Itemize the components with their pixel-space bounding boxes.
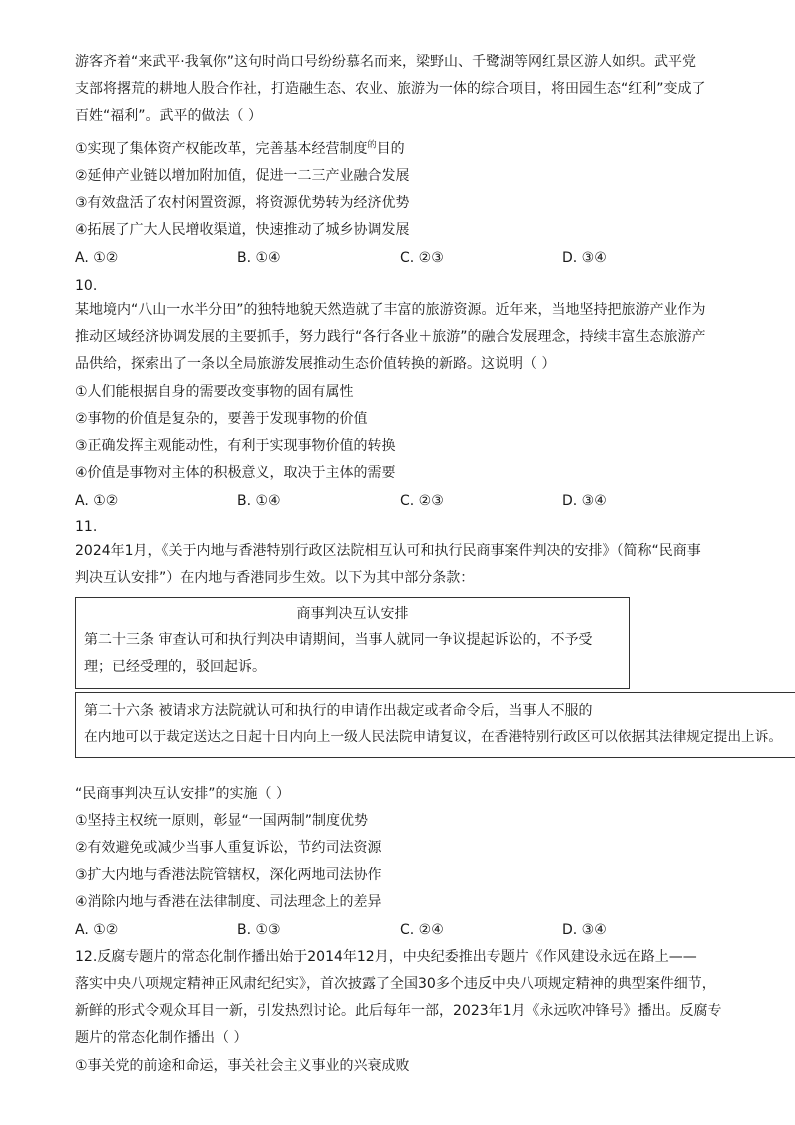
q12-stem-line-1: 12.反腐专题片的常态化制作播出始于2014年12月，中央纪委推出专题片《作风建设永远在路上——	[75, 949, 697, 965]
q9-item-1-text: ①实现了集体资产权能改革，完善基本经营制度	[75, 141, 368, 157]
q11-stem-line-2: 判决互认安排”）在内地与香港同步生效。以下为其中部分条款：	[75, 570, 475, 586]
q11-box-2-line-2: 在内地可以于裁定送达之日起十日内向上一级人民法院申请复议，在香港特别行政区可以依据其法律规定提出上诉。	[84, 729, 783, 745]
q9-stem-line-2: 支部将撂荒的耕地人股合作社，打造融生态、农业、旅游为一体的综合项目，将田园生态“红利”变成了	[75, 81, 706, 97]
q9-option-c: C. ②③	[400, 250, 444, 266]
q11-clause-box-2	[75, 692, 795, 758]
q9-item-1-mark: 的	[367, 140, 377, 151]
q10-stem-line-2: 推动区域经济协调发展的主要抓手，努力践行“各行各业＋旅游”的融合发展理念，持续丰富生态旅游产	[75, 329, 706, 345]
q11-box-2-line-1: 第二十六条 被请求方法院就认可和执行的申请作出裁定或者命令后，当事人不服的	[84, 703, 593, 719]
q12-stem-line-2: 落实中央八项规定精神正风肃纪纪实》，首次披露了全国30多个违反中央八项规定精神的典型案件细节，	[75, 976, 716, 992]
q12-stem-line-4: 题片的常态化制作播出（ ）	[75, 1030, 248, 1046]
q10-option-c: C. ②③	[400, 493, 444, 509]
q12-stem-line-3: 新鲜的形式令观众耳目一新，引发热烈讨论。此后每年一部，2023年1月《永远吹冲锋号》播出。反腐专	[75, 1003, 722, 1019]
q10-option-a: A. ①②	[75, 493, 119, 509]
q10-number: 10.	[75, 278, 98, 294]
q11-box-1-title: 商事判决互认安排	[296, 606, 409, 622]
q10-stem-line-3: 品供给，探索出了一条以全局旅游发展推动生态价值转换的新路。这说明（ ）	[75, 356, 556, 372]
q9-option-b: B. ①④	[237, 250, 281, 266]
q9-stem-line-3: 百姓“福利”。武平的做法（ ）	[75, 108, 262, 124]
q9-option-a: A. ①②	[75, 250, 119, 266]
q9-item-3: ③有效盘活了农村闲置资源，将资源优势转为经济优势	[75, 195, 410, 211]
q10-options	[75, 491, 775, 511]
q9-item-1-tail: 目的	[376, 141, 405, 157]
q11-option-b: B. ①③	[237, 922, 281, 938]
q9-item-4: ④拓展了广大人民增收渠道，快速推动了城乡协调发展	[75, 222, 410, 238]
q10-option-b: B. ①④	[237, 493, 281, 509]
q11-stem-line-1: 2024年1月，《关于内地与香港特别行政区法院相互认可和执行民商事案件判决的安排》（简称“民商事	[75, 543, 701, 559]
q11-item-2: ②有效避免或减少当事人重复诉讼，节约司法资源	[75, 840, 382, 856]
q11-box-1-line-1: 第二十三条 审查认可和执行判决申请期间，当事人就同一争议提起诉讼的，不予受	[84, 632, 593, 648]
q11-stem-question: “民商事判决互认安排”的实施（ ）	[75, 786, 290, 802]
q9-stem-line-1: 游客齐着“来武平·我氧你”这句时尚口号纷纷慕名而来，梁野山、千鹭湖等网红景区游人如织。武平党	[75, 54, 696, 70]
q11-item-4: ④消除内地与香港在法律制度、司法理念上的差异	[75, 894, 382, 910]
q9-item-1	[75, 139, 405, 159]
q10-item-2: ②事物的价值是复杂的，要善于发现事物的价值	[75, 411, 368, 427]
q9-option-d: D. ③④	[562, 250, 607, 266]
q10-option-d: D. ③④	[562, 493, 607, 509]
q9-item-2: ②延伸产业链以增加附加值，促进一二三产业融合发展	[75, 168, 410, 184]
q11-clause-box-1	[75, 597, 630, 689]
q11-box-1-line-2: 理；已经受理的，驳回起诉。	[84, 659, 266, 675]
q11-options	[75, 920, 775, 940]
q11-number: 11.	[75, 519, 98, 535]
q10-item-3: ③正确发挥主观能动性，有利于实现事物价值的转换	[75, 438, 396, 454]
q10-stem-line-1: 某地境内“八山一水半分田”的独特地貌天然造就了丰富的旅游资源。近年来，当地坚持把旅游产业作为	[75, 302, 706, 318]
q12-item-1: ①事关党的前途和命运，事关社会主义事业的兴衰成败	[75, 1058, 410, 1074]
q10-item-4: ④价值是事物对主体的积极意义，取决于主体的需要	[75, 465, 396, 481]
q11-item-1: ①坚持主权统一原则，彰显“一国两制”制度优势	[75, 813, 369, 829]
q11-option-a: A. ①②	[75, 922, 119, 938]
q10-item-1: ①人们能根据自身的需要改变事物的固有属性	[75, 384, 354, 400]
q11-option-c: C. ②④	[400, 922, 444, 938]
q11-option-d: D. ③④	[562, 922, 607, 938]
q9-options	[75, 248, 775, 268]
q11-item-3: ③扩大内地与香港法院管辖权，深化两地司法协作	[75, 867, 382, 883]
